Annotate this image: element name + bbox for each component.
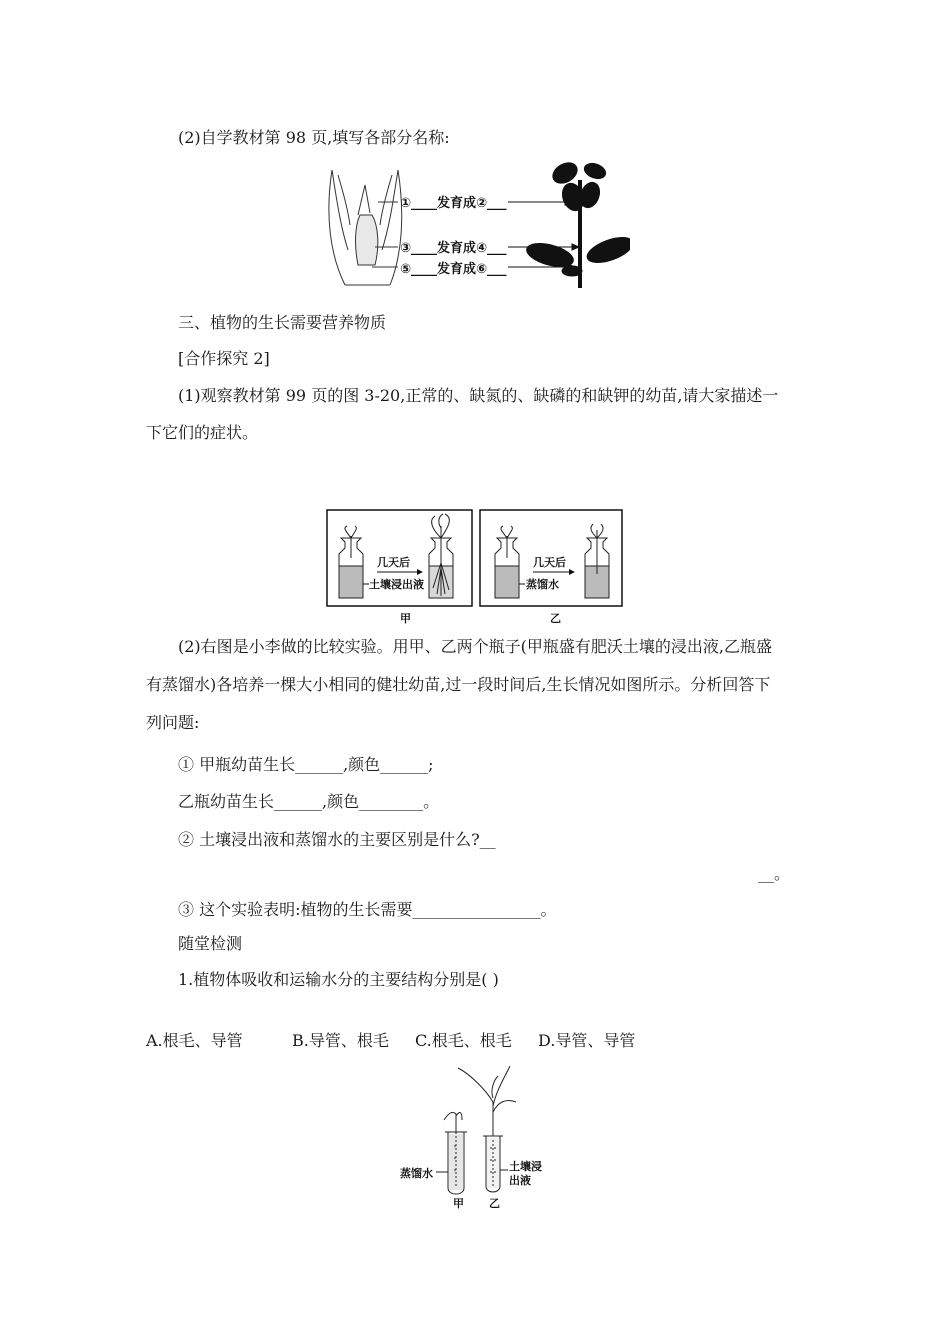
answer-3: ③ 这个实验表明:植物的生长需要________________。 bbox=[178, 900, 557, 919]
section3-title: 三、植物的生长需要营养物质 bbox=[178, 313, 387, 332]
bottle-experiment-figure bbox=[325, 508, 625, 628]
coop-q2-line2: 有蒸馏水)各培养一棵大小相同的健壮幼苗,过一段时间后,生长情况如图所示。分析回答下 bbox=[146, 675, 771, 694]
tube-jia bbox=[444, 1112, 467, 1194]
bud-development-diagram bbox=[310, 155, 630, 290]
panel-jia-liquid: 土壤浸出液 bbox=[369, 578, 424, 591]
tube-right-label-2: 出液 bbox=[509, 1174, 531, 1187]
quiz-option-a: A.根毛、导管 bbox=[146, 1031, 243, 1050]
panel-yi-liquid: 蒸馏水 bbox=[526, 578, 559, 591]
tube-caption-yi: 乙 bbox=[489, 1197, 500, 1210]
tube-caption-jia: 甲 bbox=[453, 1197, 464, 1210]
answer-1b: 乙瓶幼苗生长______,颜色________。 bbox=[178, 792, 440, 811]
bud-row-1: ①____发育成②___ bbox=[400, 196, 507, 211]
coop-q2-line1: (2)右图是小李做的比较实验。用甲、乙两个瓶子(甲瓶盛有肥沃土壤的浸出液,乙瓶盛 bbox=[178, 637, 772, 656]
tube-yi bbox=[458, 1066, 516, 1192]
coop-label: [合作探究 2] bbox=[178, 349, 270, 368]
panel-jia-arrow-text: 几天后 bbox=[377, 556, 410, 569]
q2-intro: (2)自学教材第 98 页,填写各部分名称: bbox=[178, 128, 450, 147]
panel-jia-caption: 甲 bbox=[400, 612, 411, 625]
seedling-illustration bbox=[524, 159, 630, 288]
test-tube-figure bbox=[398, 1062, 568, 1212]
coop-q2-line3: 列问题: bbox=[146, 713, 200, 732]
quiz-option-c: C.根毛、根毛 bbox=[415, 1031, 512, 1050]
quiz-question-1: 1.植物体吸收和运输水分的主要结构分别是( ) bbox=[178, 970, 499, 989]
bud-section-illustration bbox=[329, 170, 402, 285]
answer-1a: ① 甲瓶幼苗生长______,颜色______; bbox=[178, 755, 434, 774]
answer-2: ② 土壤浸出液和蒸馏水的主要区别是什么?__ bbox=[178, 830, 496, 849]
panel-yi-arrow-text: 几天后 bbox=[533, 556, 566, 569]
tube-left-label: 蒸馏水 bbox=[400, 1167, 433, 1180]
quiz-title: 随堂检测 bbox=[178, 934, 243, 953]
answer-2-end: __。 bbox=[758, 864, 791, 883]
coop-q1-line1: (1)观察教材第 99 页的图 3-20,正常的、缺氮的、缺磷的和缺钾的幼苗,请大家描述一 bbox=[178, 386, 779, 405]
quiz-option-b: B.导管、根毛 bbox=[292, 1031, 389, 1050]
quiz-option-d: D.导管、导管 bbox=[538, 1031, 636, 1050]
bud-row-3: ⑤____发育成⑥___ bbox=[400, 262, 507, 277]
bud-row-2: ③____发育成④___ bbox=[400, 241, 507, 256]
coop-q1-line2: 下它们的症状。 bbox=[146, 423, 259, 442]
panel-yi-caption: 乙 bbox=[550, 612, 561, 625]
tube-right-label-1: 土壤浸 bbox=[509, 1160, 542, 1173]
